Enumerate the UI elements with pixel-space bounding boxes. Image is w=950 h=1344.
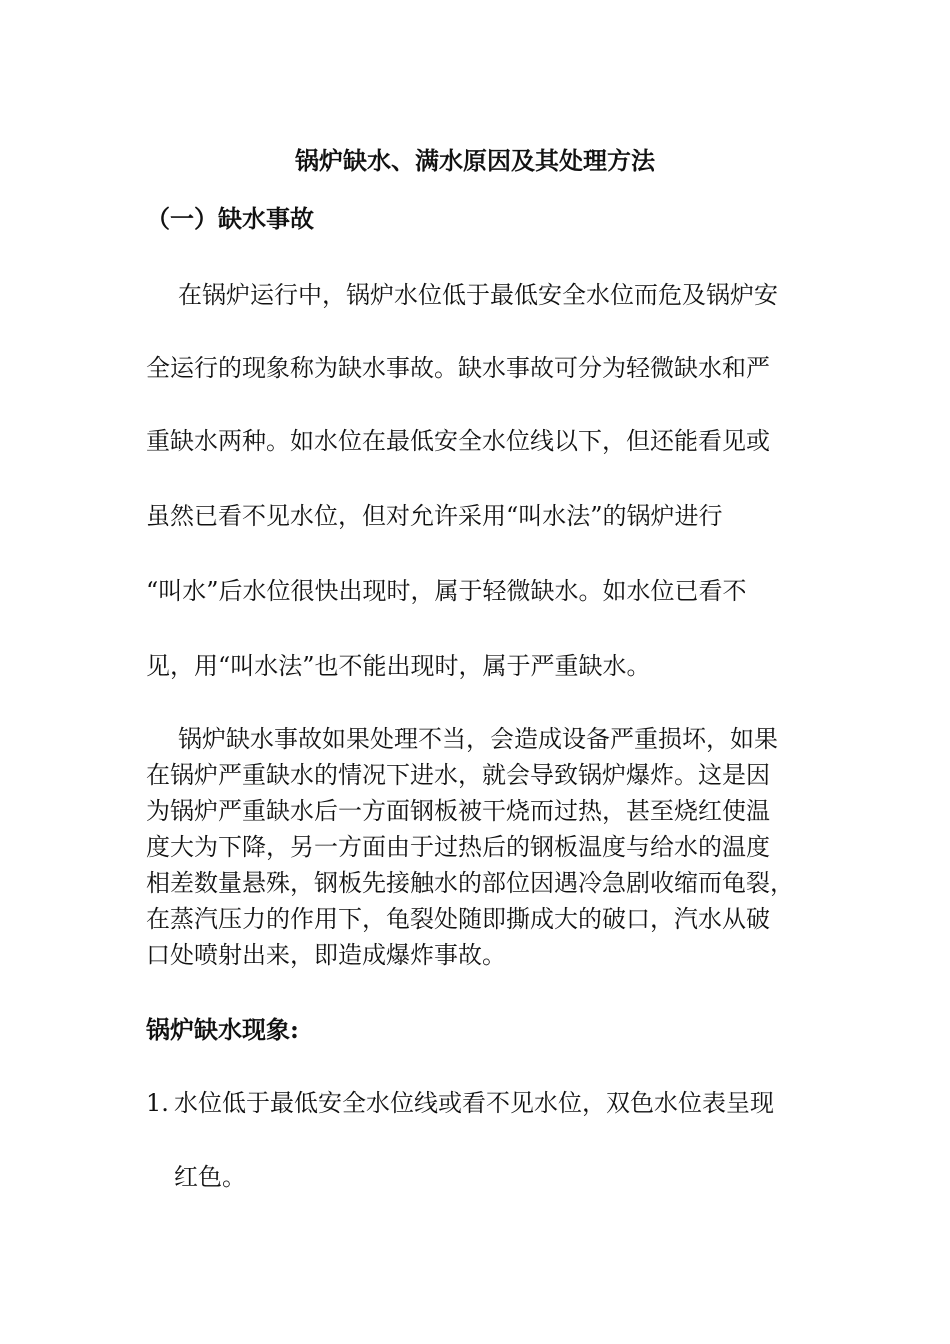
phenomena-heading: 锅炉缺水现象:	[146, 1015, 299, 1044]
section-heading: （一）缺水事故	[146, 204, 314, 233]
paragraph-line: 见，用“叫水法”也不能出现时，属于严重缺水。	[146, 652, 651, 680]
list-item-line: 水位低于最低安全水位线或看不见水位，双色水位表呈现	[174, 1089, 774, 1117]
paragraph-line: 在蒸汽压力的作用下，龟裂处随即撕成大的破口，汽水从破	[146, 905, 770, 933]
list-item-line: 红色。	[174, 1163, 246, 1191]
list-item-number: 1.	[146, 1089, 169, 1117]
document-title: 锅炉缺水、满水原因及其处理方法	[295, 146, 655, 175]
paragraph-line: 为锅炉严重缺水后一方面钢板被干烧而过热，甚至烧红使温	[146, 797, 770, 825]
paragraph-line: 重缺水两种。如水位在最低安全水位线以下，但还能看见或	[146, 427, 770, 455]
paragraph-line: “叫水”后水位很快出现时，属于轻微缺水。如水位已看不	[146, 577, 747, 605]
paragraph-line: 全运行的现象称为缺水事故。缺水事故可分为轻微缺水和严	[146, 354, 770, 382]
paragraph-line: 口处喷射出来，即造成爆炸事故。	[146, 941, 506, 969]
paragraph-line: 在锅炉运行中，锅炉水位低于最低安全水位而危及锅炉安	[178, 281, 778, 309]
paragraph-line: 度大为下降，另一方面由于过热后的钢板温度与给水的温度	[146, 833, 770, 861]
paragraph-line: 在锅炉严重缺水的情况下进水，就会导致锅炉爆炸。这是因	[146, 761, 770, 789]
paragraph-line: 锅炉缺水事故如果处理不当，会造成设备严重损坏，如果	[178, 725, 778, 753]
paragraph-line: 虽然已看不见水位，但对允许采用“叫水法”的锅炉进行	[146, 502, 723, 530]
paragraph-line: 相差数量悬殊，钢板先接触水的部位因遇冷急剧收缩而龟裂，	[146, 869, 794, 897]
